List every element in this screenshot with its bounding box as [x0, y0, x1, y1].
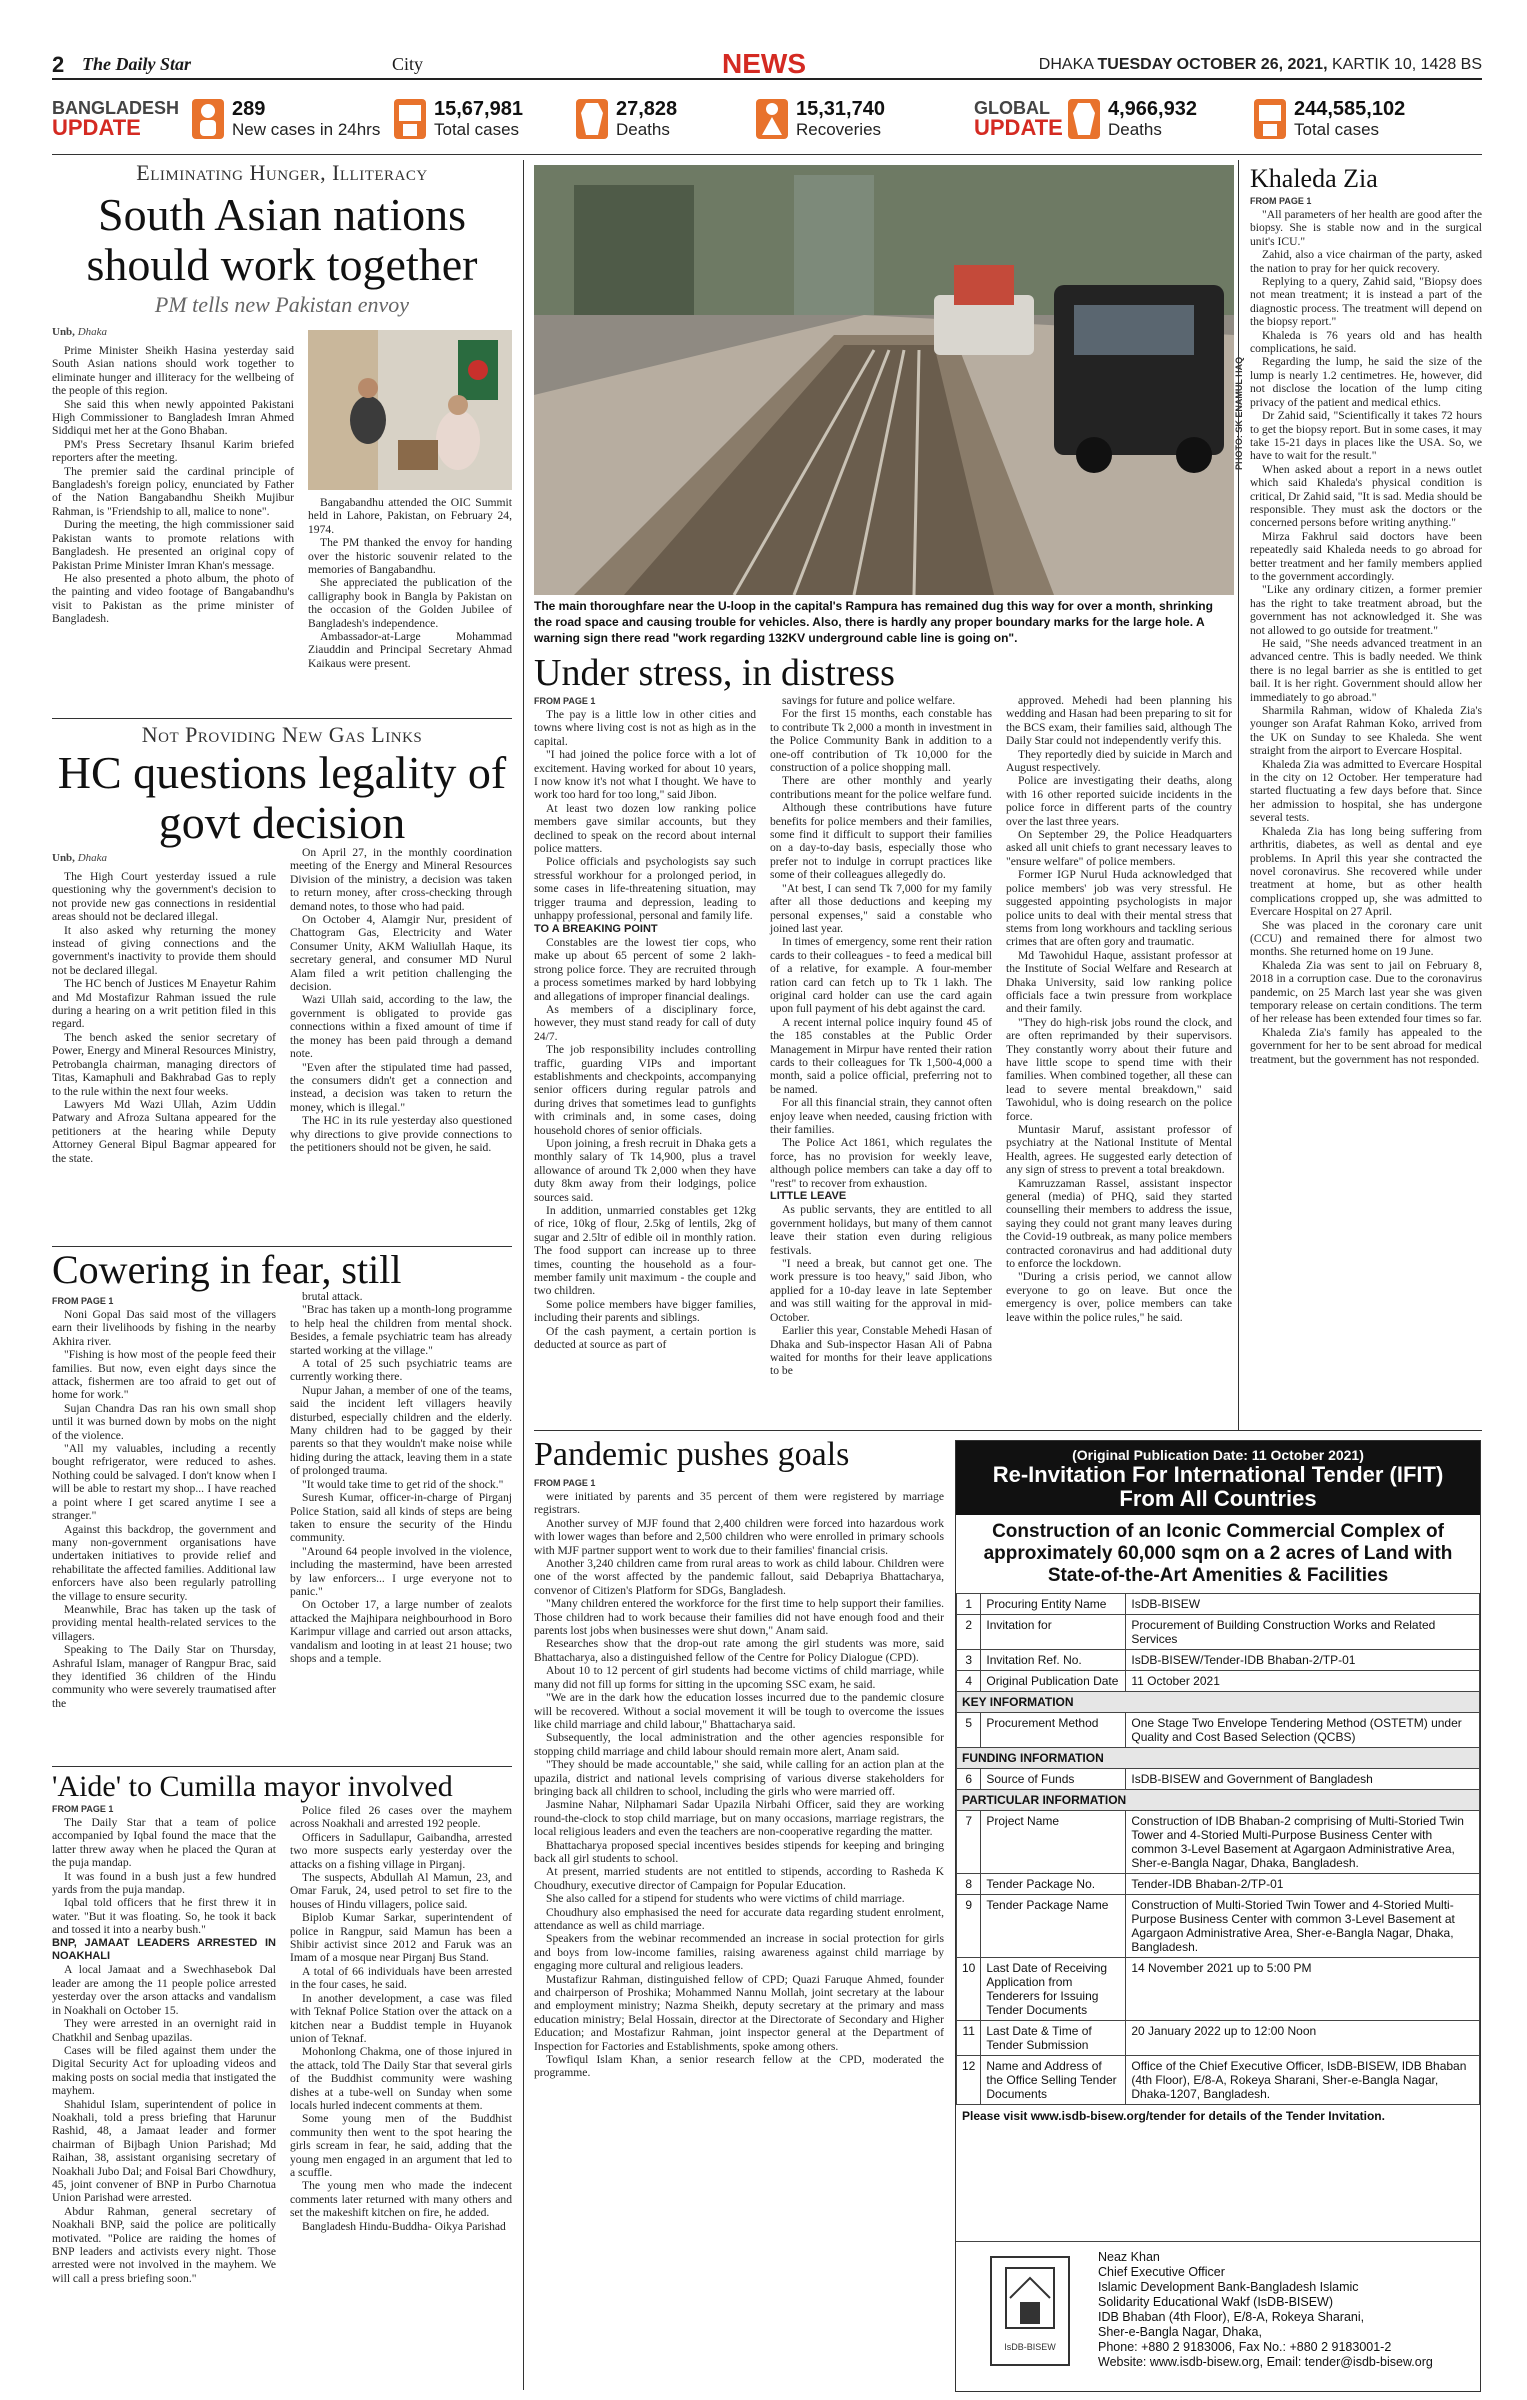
table-row: 8 Tender Package No. Tender-IDB Bhaban-2/TP-01 [957, 1874, 1480, 1895]
tender-project-title: Construction of an Iconic Commercial Complex of approximately 60,000 sqm on a 2 acres of Land with State-of-the-Art Amenities & Facilities [983, 1521, 1453, 1586]
covid-update-bar [52, 92, 1482, 150]
table-section: KEY INFORMATION [957, 1692, 1480, 1713]
stress-headline: Under stress, in distress [534, 652, 895, 694]
hc-byline: Unb, Dhaka [52, 852, 108, 864]
person-screen-icon [394, 99, 426, 139]
stress-col3: approved. Mehedi had been planning his wedding and Hasan had been preparing to sit for the BCS exam, their families said, although The Daily Star could not independently verify this. They reportedly died by suicide in March and August respectively. Police are investigating their deaths, along with 16 other reported suicide incidents in the police force in different parts of the country over the last three years. On September 29, the Police Headquarters asked all unit chiefs to grant necessary leaves to "ensure welfare" of police members. Former IGP Nurul Huda acknowledged that police members' job was very stressful. He suggested appointing psychologists in major police units to deal with their mental stress that stems from long workhours and tackling serious crimes that are often gory and traumatic. Md Tawohidul Haque, assistant professor at the Institute of Social Welfare and Research at Dhaka University, said low ranking police officials face a twin pressure from workplace and their family. "They do high-risk jobs round the clock, and are often reprimanded by their supervisors. They constantly worry about their future and have little scope to spend time with their families. When combined together, all these can lead to severe mental breakdown," said Tawohidul, who is doing research on the police force. Muntasir Maruf, assistant professor of psychiatry at the National Institute of Mental Health, agrees. He suggested early detection of any sign of stress to prevent a total breakdown. Kamruzzaman Rassel, assistant inspector general (media) of PHQ, said they started counselling their members to address the issue, saying they could not grant many leaves during the Covid-19 outbreak, as many police members contracted coronavirus and had additional duty to enforce the lockdown. "During a crisis period, we cannot allow everyone to go on leave. But once the emergency is over, police members can take leave within the police rules," he said. [1006, 694, 1232, 1324]
table-section: PARTICULAR INFORMATION [957, 1790, 1480, 1811]
aide-col1: The Daily Star that a team of police accompanied by Iqbal found the mace that the latter threw away when he placed the Quran at the puja mandap. It was found in a bush just a few hundred yards from the puja mandap. Iqbal told officers that he first threw it in water. "But it was floating. So, he took it back and tossed it into a nearby bush." BNP, JAMAAT LEADERS ARRESTED IN NOAKHALI A local Jamaat and a Swechhasebok Dal leader are among the 11 people police arrested yesterday over the arson attacks and vandalism in Noakhali on October 15. They were arrested in an overnight raid in Chatkhil and Senbag upazilas. Cases will be filed against them under the Digital Security Act for uploading videos and making posts on social media that instigated the mayhem. Shahidul Islam, superintendent of police in Noakhali, told a press briefing that Harunur Rashid, 48, a Jamaat leader and former chairman of Bijbagh Union Parishad; Md Raihan, 38, assistant organising secretary of Noakhali Jubo Dal; and Foisal Bari Chowdhury, 45, joint convener of BNP in Purbo Charnotua Union Parishad were arrested. Abdur Rahman, general secretary of Noakhali BNP, said the police are politically motivated. "Police are raiding the homes of BNP leaders and activists every night. Those arrested were not involved in the mayhem. We will call a press briefing soon." [52, 1816, 276, 2285]
table-row: 11 Last Date & Time of Tender Submission 20 January 2022 up to 12:00 Noon [957, 2021, 1480, 2056]
south-asia-col1: Prime Minister Sheikh Hasina yesterday said South Asian nations should work together to eliminate hunger and illiteracy for the wellbeing of the people of this region. She said this when newly appointed Pakistani High Commissioner to Bangladesh Imran Ahmed Siddiqui met her at the Gono Bhaban. PM's Press Secretary Ihsanul Karim briefed reporters after the meeting. The premier said the cardinal principle of Bangladesh's foreign policy, enunciated by Father of the Nation Bangabandhu Sheikh Mujibur Rahman, is "Friendship to all, malice to none". During the meeting, the high commissioner said Pakistan wants to promote relations with Bangladesh. He presented an original copy of Pakistan Prime Minister Imran Khan's message. He also presented a photo album, the photo of the painting and video footage of Bangabandhu's visit to Pakistan as the prime minister of Bangladesh. [52, 344, 294, 626]
cowering-col2: brutal attack. "Brac has taken up a month-long programme to help heal the children from mental shock. Besides, a female psychiatric team has already started working at the village." A total of 25 such psychiatric teams are currently working there. Nupur Jahan, a member of one of the teams, said the incident left villagers heavily disturbed, especially children and the elderly. Many children had to be gagged by their parents so that they wouldn't make noise while hiding during the attack, leaving them in a state of prolonged trauma. "It would take time to get rid of the shock." Suresh Kumar, officer-in-charge of Pirganj Police Station, said all kinds of steps are being taken to ensure the security of the Hindu community. "Around 64 people involved in the violence, including the mastermind, have been arrested by law enforcers... I urge everyone not to panic." On October 17, a large number of zealots attacked the Majhipara neighbourhood in Boro Karimpur village and carried out arson attacks, vandalism and looting in at least 21 house; two shops and a temple. [290, 1290, 512, 1665]
person-screen-icon [1254, 99, 1286, 139]
hc-col1: The High Court yesterday issued a rule questioning why the government's decision to not provide new gas connections in residential areas should not be declared illegal. It also asked why returning the money instead of giving connections and the government's inactivity to provide them should not be declared illegal. The HC bench of Justices M Enayetur Rahim and Md Mostafizur Rahman issued the rule during a hearing on a writ petition filed in this regard. The bench asked the senior secretary of Power, Energy and Mineral Resources Ministry, Petrobangla chairman, managing directors of Titas, Kamaphuli and Bakhrabad Gas to reply to the rule within the next four weeks. Lawyers Md Wazi Ullah, Azim Uddin Patwary and Afroza Sultana appeared for the petitioners at the hearing while Deputy Attorney General Bipul Bagmar appeared for the state. [52, 870, 276, 1165]
pandemic-col: were initiated by parents and 35 percent of them were registered by marriage registrars. Another survey of MJF found that 2,400 children were forced into hazardous work with lower wages than before and 2,500 children who were enrolled in primary schools with MJF partner support went to work due to their families' financial crisis. Another 3,240 children came from rural areas to work as child labour. Children were one of the worst affected by the pandemic fallout, said Debapriya Bhattacharya, convenor of Citizen's Platform for SDGs, Bangladesh. "Many children entered the workforce for the first time to help support their families. Those children had to work because their families did not have enough food and their parents lost jobs when businesses were shut down," Anam said. Researches show that the drop-out rate among the girl students was more, said Bhattacharya, also a distinguished fellow of the Centre for Policy Dialogue (CPD). About 10 to 12 percent of girl students had become victims of child marriage, while many did not fill up forms for sitting in the upcoming SSC exam, he said. "We are in the dark how the education losses incurred due to the pandemic closure will be recovered. Without a social movement it will be tough to overcome the issues like child marriage and child labour," Bhattacharya said. Subsequently, the local administration and the other agencies responsible for stopping child marriage and child labour should remain more alert, Anam said. "They should be made accountable," she said, while calling for an action plan at the upazila, district and national levels comprising of various diverse stakeholders for bringing back all children to school, including the girls who were married off. Jasmine Nahar, Nilphamari Sadar Upazila Nirbahi Officer, said they are working round-the-clock to stop child marriage, but on many occasions, marriage registrars, the local religious leaders and even the teachers are non-cooperative regarding the matter. Bhattacharya proposed special incentives besides stipends for keeping and bringing back all girl students to school. At present, married students are not entitled to stipends, according to Rasheda K Choudhury, executive director of Campaign for Popular Education. She also called for a stipend for students who were victims of child marriage. Choudhury also emphasised the need for accurate data regarding student enrolment, attendance as well as child marriage. Speakers from the webinar recommended an increase in social protection for girls and boys from low-income families, raising awareness against child marriage by engaging more cultural and religious leaders. Mustafizur Rahman, distinguished fellow of CPD; Quazi Faruque Ahmed, founder and chairperson of Proshika; Mohammed Nannu Mollah, joint secretary at the labour and employment ministry; Nazma Sheikh, deputy secretary at the primary and mass education ministry; Belal Hossain, director at the Directorate of Secondary and Higher Education; and Mostafizur Rahman, joint inspector general at the Department of Inspection for Factories and Establishments, spoke among others. Towfiqul Islam Khan, a senior research fellow at the CPD, moderated the programme. [534, 1490, 944, 2080]
tender-signature-block [956, 2241, 1480, 2391]
bd-stat-recoveries: 15,31,740 Recoveries [756, 98, 885, 140]
tender-title-1: Re-Invitation For International Tender (IFIT) [992, 1462, 1444, 1487]
rampura-road-photo [534, 165, 1234, 595]
tender-signer: Neaz Khan Chief Executive Officer Islamic Development Bank-Bangladesh Islamic Solidarity Educational Wakf (IsDB-BISEW) IDB Bhaban (4th Floor), E/8-A, Rokeya Sharani, Sher-e-Bangla Nagar, Dhaka, Phone: +880 2 9183006, Fax No.: +880 2 9183001-2 Website: www.isdb-bisew.org, Email: tender@isdb-bisew.org [1098, 2250, 1433, 2369]
aide-headline: 'Aide' to Cumilla mayor involved [52, 1770, 453, 1803]
table-section: FUNDING INFORMATION [957, 1748, 1480, 1769]
tender-title-2: From All Countries [1119, 1486, 1317, 1511]
khaleda-from: FROM PAGE 1 [1250, 196, 1312, 206]
table-row: 6 Source of Funds IsDB-BISEW and Government of Bangladesh [957, 1769, 1480, 1790]
hc-headline: HC questions legality of govt decision [57, 747, 507, 848]
stress-col1: The pay is a little low in other cities and towns where living cost is not as high as in the capital. "I had joined the police force with a lot of excitement. Having worked for about 10 years, I now know it's not what I thought. We have to work too hard for too long," said Jibon. At least two dozen low ranking police members gave similar accounts, but they declined to speak on the record about internal police matters. Police officials and psychologists say such stressful workhour for a prolonged period, in some cases in life-threatening situation, may trigger trauma and depression, leading to unhappy professional, personal and family life. TO A BREAKING POINT Constables are the lowest tier cops, who make up about 65 percent of some 2 lakh-strong police force. They are recruited through a process sometimes marked by hard lobbying and allegations of improper financial dealings. As members of a disciplinary force, however, they must stand ready for call of duty 24/7. The job responsibility includes controlling traffic, guarding VIPs and important establishments and checkpoints, accompanying senior officers during regular patrols and during drives that sometimes lead to gunfights with criminals and, in some cases, doing household chores of senior officials. Upon joining, a fresh recruit in Dhaka gets a monthly salary of Tk 14,900, plus a travel allowance of around Tk 2,000 when they have duty 8km away from their lodgings, police sources said. In addition, unmarried constables get 12kg of rice, 10kg of flour, 2.5kg of lentils, 2kg of sugar and 2.5ltr of edible oil in monthly ration. The food support can increase up to three times, counting the household as a four-member family unit maximum - the couple and two children. Some police members have bigger families, including their parents and siblings. Of the cash payment, a certain portion is deducted at source as part of [534, 708, 756, 1352]
bd-stat-total-cases: 15,67,981 Total cases [394, 98, 523, 140]
global-update-label: GLOBAL UPDATE [974, 98, 1063, 140]
table-row: 12 Name and Address of the Office Selling Tender Documents Office of the Chief Executive Officer, IsDB-BISEW, IDB Bhaban (4th Floor), E/8-A, Rokeya Sharani, Sher-e-Bangla Nagar, Dhaka-1207, Bangladesh. [957, 2056, 1480, 2105]
masthead [52, 50, 1482, 80]
dateline [1039, 56, 1482, 74]
table-row: 3 Invitation Ref. No. IsDB-BISEW/Tender-IDB Bhaban-2/TP-01 [957, 1650, 1480, 1671]
khaleda-col: "All parameters of her health are good after the biopsy. She is stable now and in the surgical unit's ICU." Zahid, also a vice chairman of the party, asked the nation to pray for her quick recovery. Replying to a query, Zahid said, "Biopsy does not mean treatment; it is instead a part of the diagnostic process. The treatment will depend on the biopsy report." Khaleda is 76 years old and has health complications, he said. Regarding the lump, he said the size of the lump is nearly 1.2 centimetres. He, however, did not disclose the location of the lump citing privacy of the patient and medical ethics. Dr Zahid said, "Scientifically it takes 72 hours to get the biopsy report. But in some cases, it may take 15-21 days in places like the USA. So, we have to wait for the result." When asked about a report in a news outlet which said Khaleda's physical condition is critical, Dr Zahid said, "It is sad. Media should be responsible. They must ask the doctors or the concerned persons before writing anything." Mirza Fakhrul said doctors have been repeatedly said Khaleda needs to go abroad for better treatment and her family members applied to the government accordingly. "Like any ordinary citizen, a former premier has the right to take treatment abroad, but the government has not acknowledged it. She was not allowed to go outside for treatment." He said, "She needs advanced treatment in an advanced centre. This is badly needed. We think there is no legal barrier as she is entitled to get bail. It is her right. Government should allow her immediately to go abroad." Sharmila Rahman, widow of Khaleda Zia's younger son Arafat Rahman Koko, arrived from the UK on Sunday to see Khaleda. She went straight from the airport to Evercare Hospital. Khaleda Zia was admitted to Evercare Hospital in the city on 12 October. Her temperature had started fluctuating a few days before that. Since her admission to hospital, she has undergone several tests. Khaleda Zia has long being suffering from arthritis, diabetes, as well as dental and eye problems. In April this year she contracted the novel coronavirus. She recovered while under treatment at home, but as other health complications cropped up, she was admitted to Evercare Hospital on 27 April. She was placed in the coronary care unit (CCU) and remained there for almost two months. She returned home on 19 June. Khaleda Zia was sent to jail on February 8, 2018 in a corruption case. Due to the coronavirus pandemic, on 25 March last year she was given temporary release on certain conditions. The term of her release has been extended four times so far. Khaleda Zia's family has appealed to the government for her to be sent abroad for medical treatment, but the government has not responded. [1250, 208, 1482, 1066]
pandemic-from: FROM PAGE 1 [534, 1478, 596, 1488]
hc-kicker: Not Providing New Gas Links [141, 722, 423, 747]
page-number: 2 [52, 52, 65, 77]
paper-name: The Daily Star [82, 54, 192, 74]
date-place: DHAKA [1038, 56, 1094, 73]
table-row: 9 Tender Package Name Construction of Multi-Storied Twin Tower and 4-Storied Multi-Purpose Business Center with common 3-Level Basement at Agargaon Administrative Area, Sher-e-Bangla Nagar, Dhaka, Bangladesh. [957, 1895, 1480, 1958]
aide-from: FROM PAGE 1 [52, 1804, 114, 1814]
recovered-person-icon [756, 99, 788, 139]
bd-update-label: BANGLADESH UPDATE [52, 98, 180, 140]
cowering-col1: Noni Gopal Das said most of the villagers earn their livelihoods by fishing in the nearby Akhira river. "Fishing is how most of the people feed their families. But now, even eight days since the attack, fishermen are too afraid to get out of home for work." Sujan Chandra Das ran his own small shop until it was burned down by mobs on the night of the violence. "All my valuables, including a recently bought refrigerator, were reduced to ashes. Nothing could be salvaged. I don't know when I will be able to restart my shop... I have reached a point where I get scared anytime I see a stranger." Against this backdrop, the government and many non-government organisations have undertaken initiatives to provide relief and rehabilitate the affected families. Additional law enforcers have also been regularly patrolling the village to ensure security. Meanwhile, Brac has taken up the task of providing mental health-related services to the villagers. Speaking to The Daily Star on Thursday, Ashraful Islam, manager of Rangpur Brac, said they identified 36 children of the Hindu community who were severely traumatised after the [52, 1308, 276, 1710]
south-asia-byline: Unb, Dhaka [52, 326, 108, 338]
stress-from: FROM PAGE 1 [534, 696, 596, 706]
cowering-from: FROM PAGE 1 [52, 1296, 114, 1306]
photo-caption: The main thoroughfare near the U-loop in the capital's Rampura has remained dug this way for over a month, shrinking the road space and causing trouble for vehicles. Also, there is hardly any proper boundary marks for the large hole. A warning sign there read "work regarding 132KV underground cable line is going on". [534, 599, 1213, 645]
tender-table [956, 1593, 1480, 2105]
stress-col2: savings for future and police welfare. For the first 15 months, each constable has to contribute Tk 2,000 a month in investment in the Police Community Bank in addition to a one-off contribution of Tk 10,000 for the construction of a police shopping mall. There are other monthly and yearly contributions meant for the police welfare fund. Although these contributions have future benefits for police members and their families, some find it difficult to support their families on a day-to-day basis, especially those who prefer not to indulge in corrupt practices like some of their colleagues allegedly do. "At best, I can send Tk 7,000 for my family after all those deductions and keeping my personal expenses," said a constable who joined last year. In times of emergency, some rent their ration cards to their colleagues - to feed a medical bill of a relative, for example. A four-member ration card can fetch up to Tk 1 lakh. The original card holder can use the card again upon full payment of his debt against the card. A recent internal police inquiry found 45 of the 185 constables at the Public Order Management in Mirpur have rented their ration cards to their colleagues for Tk 1,500-4,000 a month, said a police official, preferring not to be named. For all this financial strain, they cannot often enjoy leave when needed, causing friction with their families. The Police Act 1861, which regulates the force, has no provision for weekly leave, although police members can take a day off to "rest" to recover from exhaustion. LITTLE LEAVE As public servants, they are entitled to all government holidays, but many of them cannot leave their station even during religious festivals. "I need a break, but cannot get one. The work pressure is too heavy," said Jibon, who applied for a 10-day leave in late September and was still waiting for the approval in mid-October. Earlier this year, Constable Mehedi Hasan of Dhaka and Sub-inspector Hasan Ali of Pabna waited for months for their leave applications to be [770, 694, 992, 1378]
stress-sub2: LITTLE LEAVE [770, 1190, 847, 1203]
aide-subhead: BNP, JAMAAT LEADERS ARRESTED IN NOAKHALI [52, 1936, 276, 1963]
cowering-headline: Cowering in fear, still [52, 1247, 402, 1292]
person-sneeze-icon [192, 99, 224, 139]
bd-stat-deaths: 27,828 Deaths [576, 98, 677, 140]
section-news: NEWS [722, 48, 806, 79]
photo-credit: PHOTO: SK ENAMUL HAQ [1234, 356, 1244, 470]
tender-original-date: (Original Publication Date: 11 October 2021) [1072, 1447, 1364, 1463]
table-row: 10 Last Date of Receiving Application from Tenderers for Issuing Tender Documents 14 November 2021 up to 5:00 PM [957, 1958, 1480, 2021]
pm-envoy-photo [308, 330, 512, 490]
tender-advertisement [955, 1440, 1481, 2392]
table-row: 5 Procurement Method One Stage Two Envelope Tendering Method (OSTETM) under Quality and Cost Based Selection (QCBS) [957, 1713, 1480, 1748]
section-city: City [392, 54, 424, 74]
coffin-icon [576, 99, 608, 139]
logo-text: IsDB-BISEW [1004, 2342, 1056, 2352]
coffin-icon [1068, 99, 1100, 139]
tender-note: Please visit www.isdb-bisew.org/tender for details of the Tender Invitation. [962, 2109, 1385, 2123]
table-row: 4 Original Publication Date 11 October 2021 [957, 1671, 1480, 1692]
date-day: TUESDAY OCTOBER 26, 2021, [1097, 56, 1328, 73]
table-row: 1 Procuring Entity Name IsDB-BISEW [957, 1594, 1480, 1615]
pandemic-headline: Pandemic pushes goals [534, 1436, 850, 1473]
bd-stat-new-cases: 289 New cases in 24hrs [192, 98, 380, 140]
table-row: 2 Invitation for Procurement of Building Construction Works and Related Services [957, 1615, 1480, 1650]
south-asia-deck: PM tells new Pakistan envoy [154, 292, 410, 317]
global-stat-deaths: 4,966,932 Deaths [1068, 98, 1197, 140]
south-asia-col2: Bangabandhu attended the OIC Summit held in Lahore, Pakistan, on February 24, 1974. The PM thanked the envoy for handing over the historic souvenir related to the memories of Bangabandhu. She appreciated the publication of the calligraphy book in Bangla by Pakistan on the occasion of the Golden Jubilee of Bangladesh's independence. Ambassador-at-Large Mohammad Ziauddin and Principal Secretary Ahmad Kaikaus were present. [308, 496, 512, 670]
khaleda-headline: Khaleda Zia [1250, 164, 1378, 193]
table-row: 7 Project Name Construction of IDB Bhaban-2 comprising of Multi-Storied Twin Tower and 4-Storied Multi-Purpose Business Center with common 3-Level Basement at Agargaon Administrative Area, Sher-e-Bangla Nagar, Dhaka, Bangladesh. [957, 1811, 1480, 1874]
stress-sub1: TO A BREAKING POINT [534, 922, 658, 935]
south-asia-headline: South Asian nations should work together [86, 189, 478, 290]
date-bangla: KARTIK 10, 1428 BS [1331, 56, 1482, 73]
isdb-bisew-logo [990, 2256, 1070, 2366]
aide-col2: Police filed 26 cases over the mayhem across Noakhali and arrested 192 people. Officers in Sadullapur, Gaibandha, arrested two more suspects early yesterday over the attacks on a fishing village in Pirganj. The suspects, Abdullah Al Mamun, 23, and Omar Faruk, 24, used petrol to set fire to the houses of Hindu villagers, police said. Biplob Kumar Sarkar, superintendent of police in Rangpur, said Mamun has been a Shibir activist since 2012 and Faruk was an Imam of a mosque near Pirganj Bus Stand. A total of 66 individuals have been arrested in the four cases, he said. In another development, a case was filed with Teknaf Police Station over the attack on a kitchen near a Buddist temple in Huyanok union of Teknaf. Mohonlong Chakma, one of those injured in the attack, told The Daily Star that several girls of the Buddhist community were washing dishes at a tube-well on Sunday when some locals hurled indecent comments at them. Some young men of the Buddhist community then went to the spot hearing the girls scream in fear, he said, adding that the young men engaged in an argument that led to a scuffle. The young men who made the indecent comments later returned with many others and set the makeshift kitchen on fire, he added. Bangladesh Hindu-Buddha- Oikya Parishad [290, 1804, 512, 2233]
global-stat-total-cases: 244,585,102 Total cases [1254, 98, 1405, 140]
hc-col2: On April 27, in the monthly coordination meeting of the Energy and Mineral Resources Division of the ministry, a decision was taken to return money, after cross-checking through demand notes, to those who had paid. On October 4, Alamgir Nur, president of Chattogram Gas, Electricity and Water Consumer Unity, AKM Waliullah Haque, its secretary general, and consumer MD Nurul Alam filed a writ petition challenging the decision. Wazi Ullah said, according to the law, the government is obligated to provide gas connections within a fixed amount of time if the money has been paid through a demand note. "Even after the stipulated time had passed, the consumers didn't get a connection and instead, a decision was taken to return the money, which is illegal." The HC in its rule yesterday also questioned why directions to give provide connections to the petitioners should not be given, he said. [290, 846, 512, 1154]
south-asia-kicker: Eliminating Hunger, Illiteracy [136, 160, 428, 185]
tender-header [956, 1441, 1480, 1515]
